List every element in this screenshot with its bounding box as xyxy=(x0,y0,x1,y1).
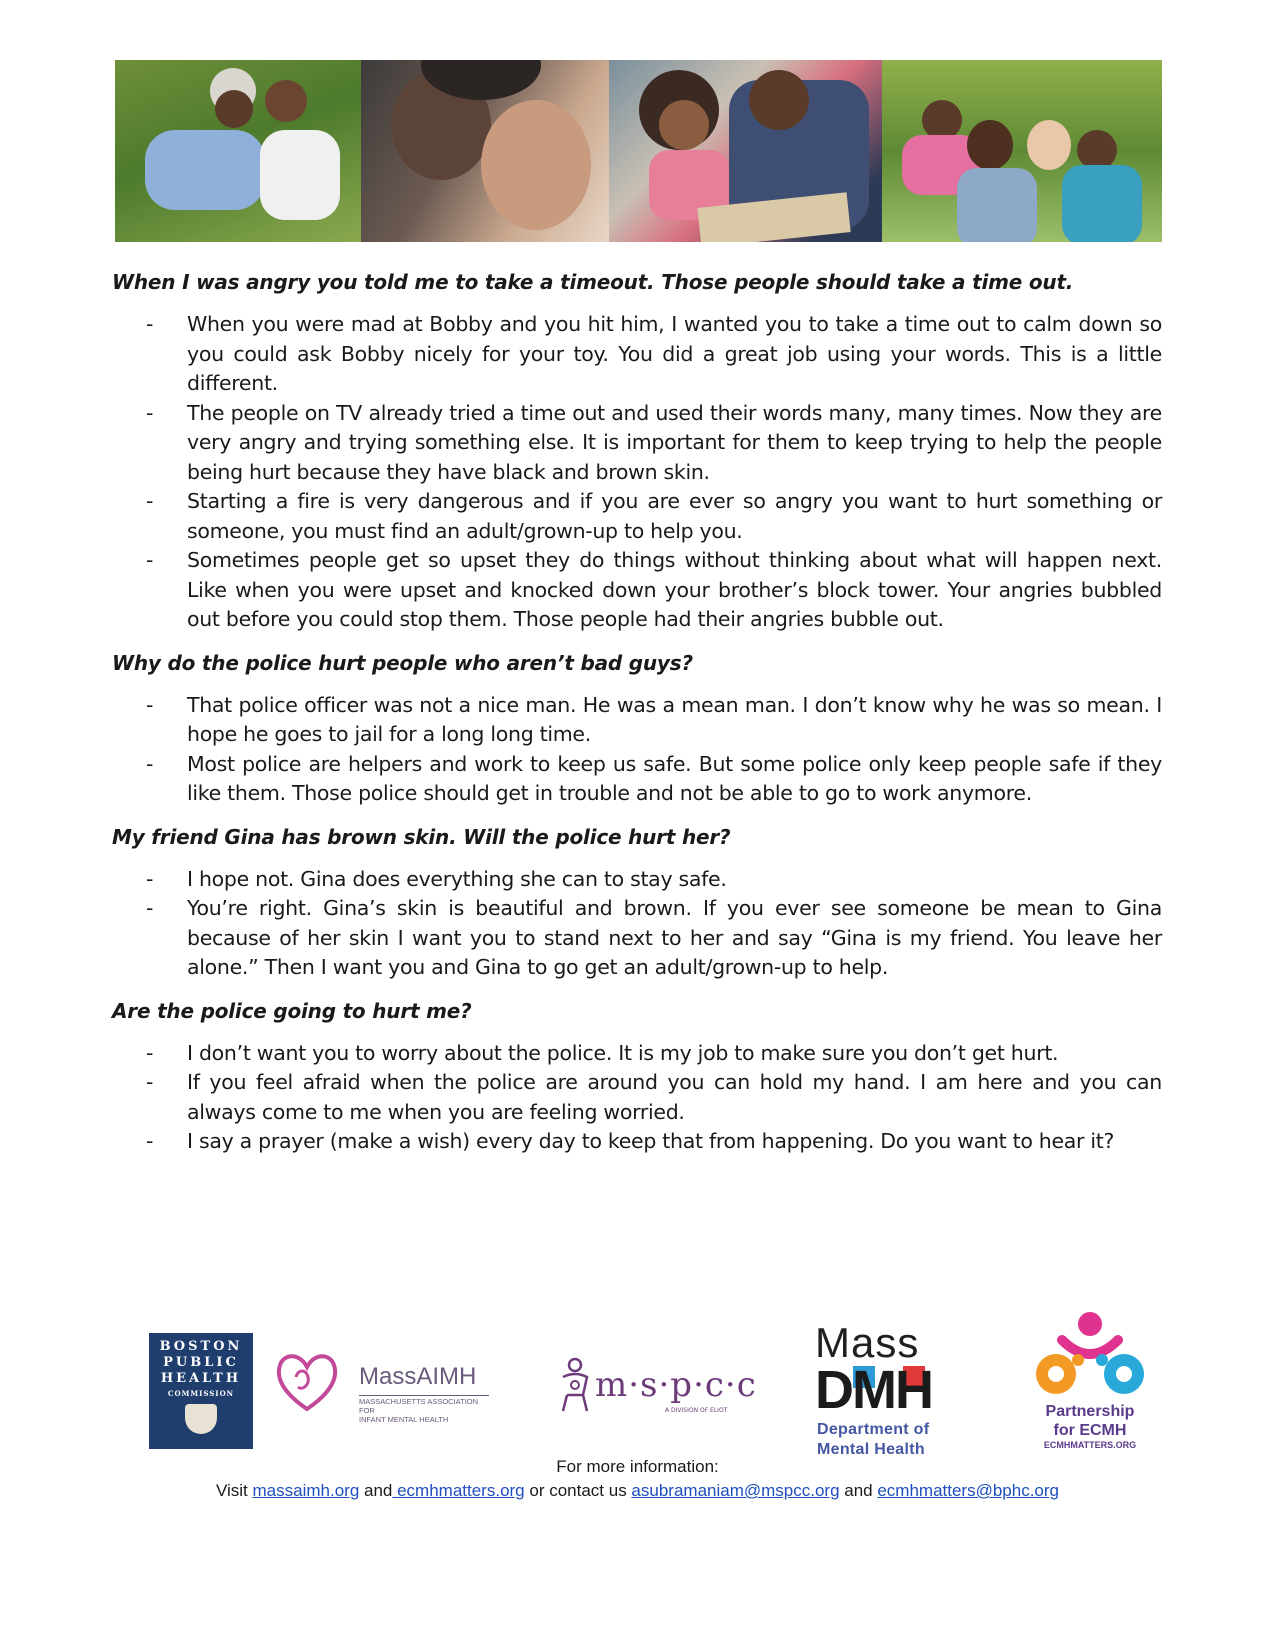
mspcc-name: m·s·p·c·c xyxy=(595,1365,757,1405)
dmh-dept-1: Department of xyxy=(817,1421,930,1438)
answer-text: I don’t want you to worry about the police. It is my job to make sure you don’t get hurt. xyxy=(187,1040,1059,1065)
bullet-dash: - xyxy=(146,866,154,891)
question-heading: Are the police going to hurt me? xyxy=(112,998,472,1023)
bphc-email-link[interactable]: ecmhmatters@bphc.org xyxy=(877,1481,1060,1500)
massaimh-link[interactable]: massaimh.org xyxy=(252,1481,360,1500)
list-item xyxy=(112,1039,1162,1069)
list-item xyxy=(112,691,1162,750)
list-item xyxy=(112,546,1162,635)
answer-list xyxy=(112,691,1162,809)
massaimh-name: MassAIMH xyxy=(359,1363,477,1390)
answer-list xyxy=(112,865,1162,983)
mspcc-tagline: A DIVISION OF ELIOT xyxy=(665,1407,728,1414)
bullet-dash: - xyxy=(146,751,154,776)
footer xyxy=(0,1455,1275,1503)
bphc-word: HEALTH xyxy=(160,1371,242,1386)
list-item xyxy=(112,894,1162,983)
question-heading: My friend Gina has brown skin. Will the police hurt her? xyxy=(112,824,731,849)
footer-visit-text: Visit xyxy=(215,1481,253,1500)
answer-text: The people on TV already tried a time out and used their words many, many times. Now they are very angry and trying something else. It is important for them to keep trying to help the people being hurt because they have black and brown skin. xyxy=(187,400,1162,484)
bullet-dash: - xyxy=(146,1040,154,1065)
answer-list xyxy=(112,1039,1162,1157)
list-item xyxy=(112,865,1162,895)
photo-family-piggyback xyxy=(882,60,1162,242)
massaimh-tagline xyxy=(359,1397,492,1424)
bullet-dash: - xyxy=(146,1070,154,1094)
ecmh-title-2: for ECMH xyxy=(1053,1422,1127,1439)
bullet-dash: - xyxy=(146,312,154,336)
bullet-dash: - xyxy=(146,489,154,513)
ecmhmatters-link[interactable]: ecmhmatters.org xyxy=(392,1481,525,1500)
massaimh-tagline-2: INFANT MENTAL HEALTH xyxy=(359,1415,449,1424)
list-item xyxy=(112,1068,1162,1127)
footer-contact-text: or contact us xyxy=(524,1481,632,1500)
photo-father-reading-with-child xyxy=(609,60,882,242)
answer-text: If you feel afraid when the police are around you can hold my hand. I am here and you can always come to me when you are feeling worried. xyxy=(187,1070,1162,1124)
ecmh-title xyxy=(1020,1402,1160,1440)
footer-intro: For more information: xyxy=(556,1457,719,1476)
massaimh-tagline-1: MASSACHUSETTS ASSOCIATION FOR xyxy=(359,1397,479,1415)
mspcc-logo xyxy=(555,1355,757,1425)
bullet-dash: - xyxy=(146,692,154,717)
ecmh-logo xyxy=(1020,1310,1160,1460)
question-heading: Why do the police hurt people who aren’t bad guys? xyxy=(112,650,693,675)
list-item xyxy=(112,310,1162,399)
photo-mother-and-child xyxy=(361,60,609,242)
partner-logos xyxy=(0,1300,1275,1460)
partnership-figures-icon xyxy=(1028,1310,1152,1402)
family-figure-icon xyxy=(555,1355,595,1415)
answer-text: I say a prayer (make a wish) every day to keep that from happening. Do you want to hear it? xyxy=(187,1129,1115,1153)
list-item xyxy=(112,1127,1162,1157)
answer-text: When you were mad at Bobby and you hit him, I wanted you to take a time out to calm down so you could ask Bobby nicely for your toy. You did a great job using your words. This is a little different. xyxy=(187,312,1162,395)
footer-and-text: and xyxy=(839,1481,878,1500)
dmh-mass-word: Mass xyxy=(815,1319,920,1366)
answer-list xyxy=(112,310,1162,635)
bullet-dash: - xyxy=(146,548,154,572)
list-item xyxy=(112,487,1162,546)
dmh-dept-2: Mental Health xyxy=(817,1441,925,1458)
photo-banner xyxy=(115,60,1162,242)
answer-text: You’re right. Gina’s skin is beautiful and brown. If you ever see someone be mean to Gina because of her skin I want you to stand next to her and say “Gina is my friend. You leave her alone.” Then I want you and Gina to go get an adult/grown-up to help. xyxy=(187,896,1162,979)
ecmh-title-1: Partnership xyxy=(1045,1403,1135,1420)
bullet-dash: - xyxy=(146,400,154,425)
mass-dmh-logo xyxy=(815,1319,965,1462)
qa-content xyxy=(112,268,1162,1171)
bullet-dash: - xyxy=(146,1129,154,1153)
dmh-department xyxy=(817,1420,929,1460)
answer-text: That police officer was not a nice man. He was a mean man. I don’t know why he was so mean. I hope he goes to jail for a long long time. xyxy=(187,692,1162,746)
shield-icon xyxy=(185,1404,217,1434)
list-item xyxy=(112,750,1162,809)
bullet-dash: - xyxy=(146,896,154,920)
bphc-word: BOSTON xyxy=(159,1339,243,1354)
question-heading: When I was angry you told me to take a timeout. Those people should take a time out. xyxy=(112,270,1074,294)
footer-links-line xyxy=(0,1479,1275,1503)
heart-icon xyxy=(272,1347,342,1417)
dmh-letters: DMH xyxy=(815,1360,932,1420)
footer-and-text: and xyxy=(359,1481,393,1500)
mspcc-email-link[interactable]: asubramaniam@mspcc.org xyxy=(631,1481,840,1500)
ecmh-url: ECMHMATTERS.ORG xyxy=(1043,1440,1137,1450)
divider xyxy=(359,1395,489,1396)
massaimh-logo xyxy=(272,1345,492,1425)
dmh-block xyxy=(815,1360,960,1420)
answer-text: Most police are helpers and work to keep us safe. But some police only keep people safe if they like them. Those police should get in trouble and not be able to go to work anymore. xyxy=(187,751,1162,805)
bphc-word: PUBLIC xyxy=(163,1355,239,1370)
photo-grandfather-and-child xyxy=(115,60,361,242)
answer-text: Starting a fire is very dangerous and if you are ever so angry you want to hurt something or someone, you must find an adult/grown-up to help you. xyxy=(187,489,1162,543)
list-item xyxy=(112,399,1162,488)
answer-text: Sometimes people get so upset they do things without thinking about what will happen next. Like when you were upset and knocked down your brother’s block tower. Your angries bubbled out before you could stop them. Those people had their angries bubble out. xyxy=(187,548,1162,631)
answer-text: I hope not. Gina does everything she can to stay safe. xyxy=(187,866,727,891)
bphc-logo xyxy=(149,1333,253,1449)
bphc-sub: COMMISSION xyxy=(167,1389,235,1398)
